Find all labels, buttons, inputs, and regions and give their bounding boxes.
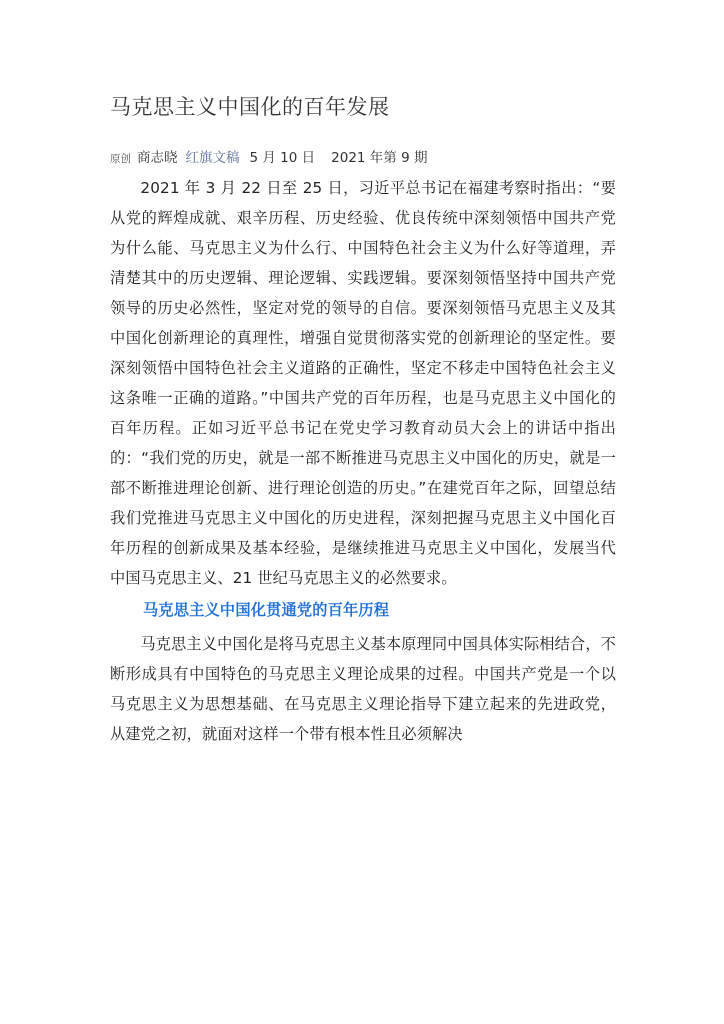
article-title: 马克思主义中国化的百年发展 bbox=[110, 95, 390, 119]
article-meta bbox=[110, 148, 616, 169]
paragraph-section-1: 马克思主义中国化是将马克思主义基本原理同中国具体实际相结合，不断形成具有中国特色的马克思主义理论成果的过程。中国共产党是一个以马克思主义为思想基础、在马克思主义理论指导下建立起来的先进政党，从建党之初，就面对这样一个带有根本性且必须解决 bbox=[110, 635, 616, 743]
section-heading: 马克思主义中国化贯通党的百年历程 bbox=[143, 601, 390, 619]
original-tag: 原创 bbox=[110, 153, 131, 165]
publish-date: 5 月 10 日 bbox=[249, 150, 316, 166]
article bbox=[110, 92, 616, 749]
source-link[interactable]: 红旗文稿 bbox=[185, 150, 240, 166]
author-name: 商志晓 bbox=[137, 150, 178, 166]
paragraph-intro: 2021 年 3 月 22 日至 25 日，习近平总书记在福建考察时指出：“要从党的辉煌成就、艰辛历程、历史经验、优良传统中深刻领悟中国共产党为什么能、马克思主义为什么行、中国特色社会主义为什么好等道理，弄清楚其中的历史逻辑、理论逻辑、实践逻辑。要深刻领悟坚持中国共产党领导的历史必然性，坚定对党的领导的自信。要深刻领悟马克思主义及其中国化创新理论的真理性，增强自觉贯彻落实党的创新理论的坚定性。要深刻领悟中国特色社会主义道路的正确性，坚定不移走中国特色社会主义这条唯一正确的道路。”中国共产党的百年历程，也是马克思主义中国化的百年历程。正如习近平总书记在党史学习教育动员大会上的讲话中指出的：“我们党的历史，就是一部不断推进马克思主义中国化的历史，就是一部不断推进理论创新、进行理论创造的历史。”在建党百年之际，回望总结我们党推进马克思主义中国化的历史进程，深刻把握马克思主义中国化百年历程的创新成果及基本经验，是继续推进马克思主义中国化，发展当代中国马克思主义、21 世纪马克思主义的必然要求。 bbox=[110, 179, 616, 587]
issue-number: 2021 年第 9 期 bbox=[331, 150, 428, 166]
